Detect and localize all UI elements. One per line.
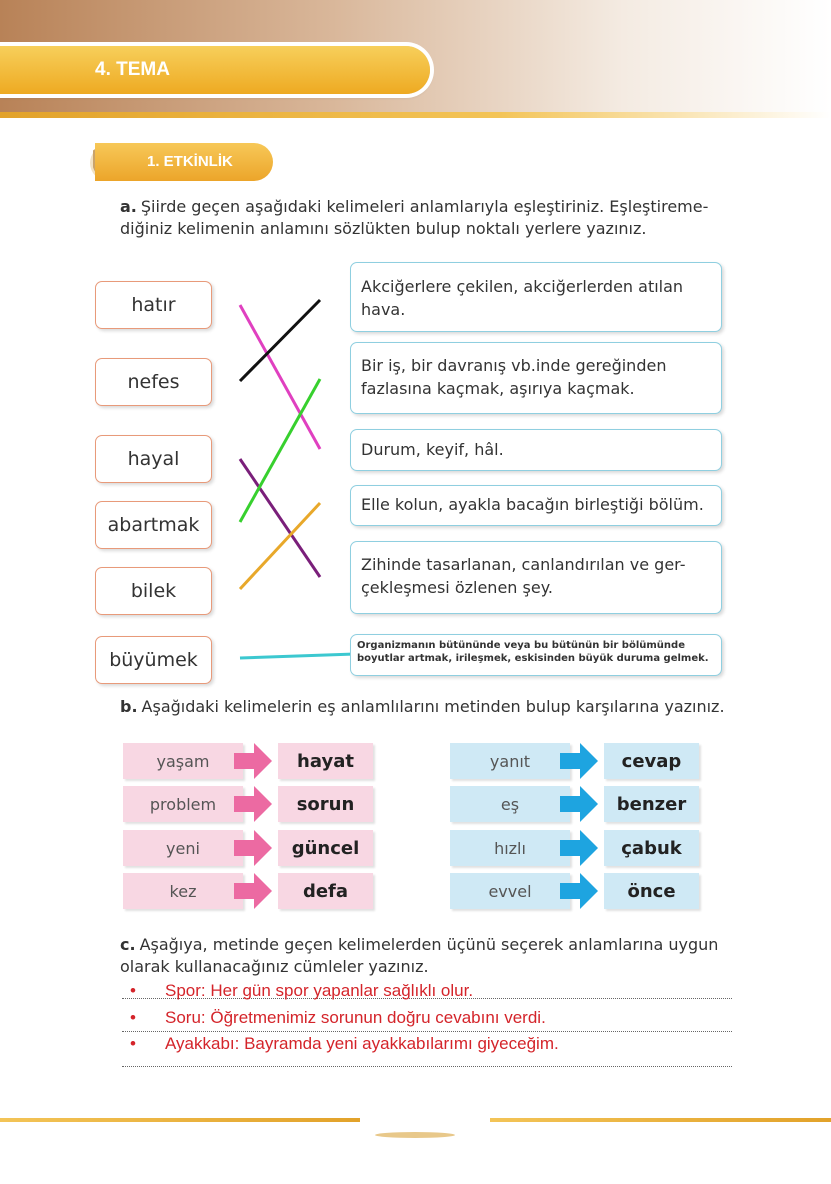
right-arrow-icon <box>234 743 272 779</box>
synonym-word-8: evvel <box>450 873 570 909</box>
match-line-hatir <box>240 305 320 449</box>
section-c-instruction <box>120 934 740 978</box>
section-c-text: Aşağıya, metinde geçen kelimelerden üçünü seçerek anlamlarına uygun olarak kullanacağınız cümleler yazınız. <box>120 935 719 976</box>
synonym-word-2: problem <box>123 786 243 822</box>
section-a-letter: a. <box>120 197 137 216</box>
synonym-word-1: yaşam <box>123 743 243 779</box>
footer-rule-right <box>490 1118 831 1122</box>
right-arrow-icon <box>560 786 598 822</box>
writing-line-2 <box>122 1031 732 1032</box>
right-arrow-icon <box>234 786 272 822</box>
synonym-answer-8: önce <box>604 873 699 909</box>
section-b-instruction <box>120 696 740 718</box>
definition-5: Zihinde tasarlanan, canlandırılan ve ger-çekleşmesi özlenen şey. <box>350 541 722 614</box>
word-hayal: hayal <box>95 435 212 483</box>
synonym-answer-6: benzer <box>604 786 699 822</box>
match-line-nefes <box>240 300 320 381</box>
synonym-answer-4: defa <box>278 873 373 909</box>
synonym-word-5: yanıt <box>450 743 570 779</box>
answer-sentence-3: • Ayakkabı: Bayramda yeni ayakkabılarımı giyeceğim. <box>130 1034 559 1053</box>
synonym-word-6: eş <box>450 786 570 822</box>
right-arrow-icon <box>560 830 598 866</box>
match-line-buyumek <box>240 654 355 658</box>
right-arrow-icon <box>234 830 272 866</box>
synonym-word-3: yeni <box>123 830 243 866</box>
word-bilek: bilek <box>95 567 212 615</box>
activity-title: 1. ETKİNLİK <box>147 153 233 170</box>
footer-rule-left <box>0 1118 360 1122</box>
writing-line-3 <box>122 1066 732 1067</box>
answer-sentence-1: • Spor: Her gün spor yapanlar sağlıklı olur. <box>130 981 474 1000</box>
answer-sentence-2: • Soru: Öğretmenimiz sorunun doğru cevabını verdi. <box>130 1008 546 1027</box>
right-arrow-icon <box>560 743 598 779</box>
synonym-answer-3: güncel <box>278 830 373 866</box>
definition-6: Organizmanın bütününde veya bu bütünün bir bölümünde boyutlar artmak, irileşmek, eskisinden büyük duruma gelmek. <box>350 634 722 676</box>
word-abartmak: abartmak <box>95 501 212 549</box>
word-nefes: nefes <box>95 358 212 406</box>
match-line-abartmak <box>240 379 320 522</box>
section-c-letter: c. <box>120 935 136 954</box>
definition-2: Bir iş, bir davranış vb.inde gereğinden fazlasına kaçmak, aşırıya kaçmak. <box>350 342 722 414</box>
footer-ornament <box>370 1128 460 1142</box>
synonym-answer-7: çabuk <box>604 830 699 866</box>
right-arrow-icon <box>234 873 272 909</box>
word-hatir: hatır <box>95 281 212 329</box>
section-b-text: Aşağıdaki kelimelerin eş anlamlılarını metinden bulup karşılarına yazınız. <box>141 697 725 716</box>
definition-1: Akciğerlere çekilen, akciğerlerden atılan hava. <box>350 262 722 332</box>
section-b-letter: b. <box>120 697 138 716</box>
definition-4: Elle kolun, ayakla bacağın birleştiği bölüm. <box>350 485 722 526</box>
word-buyumek: büyümek <box>95 636 212 684</box>
synonym-answer-5: cevap <box>604 743 699 779</box>
synonym-word-7: hızlı <box>450 830 570 866</box>
synonym-answer-1: hayat <box>278 743 373 779</box>
synonym-word-4: kez <box>123 873 243 909</box>
tema-title: 4. TEMA <box>95 59 170 80</box>
right-arrow-icon <box>560 873 598 909</box>
section-a-text: Şiirde geçen aşağıdaki kelimeleri anlamlarıyla eşleştiriniz. Eşleştireme-diğiniz kelimenin anlamını sözlükten bulup noktalı yerlere yazınız. <box>120 197 709 238</box>
definition-3: Durum, keyif, hâl. <box>350 429 722 471</box>
synonym-answer-2: sorun <box>278 786 373 822</box>
